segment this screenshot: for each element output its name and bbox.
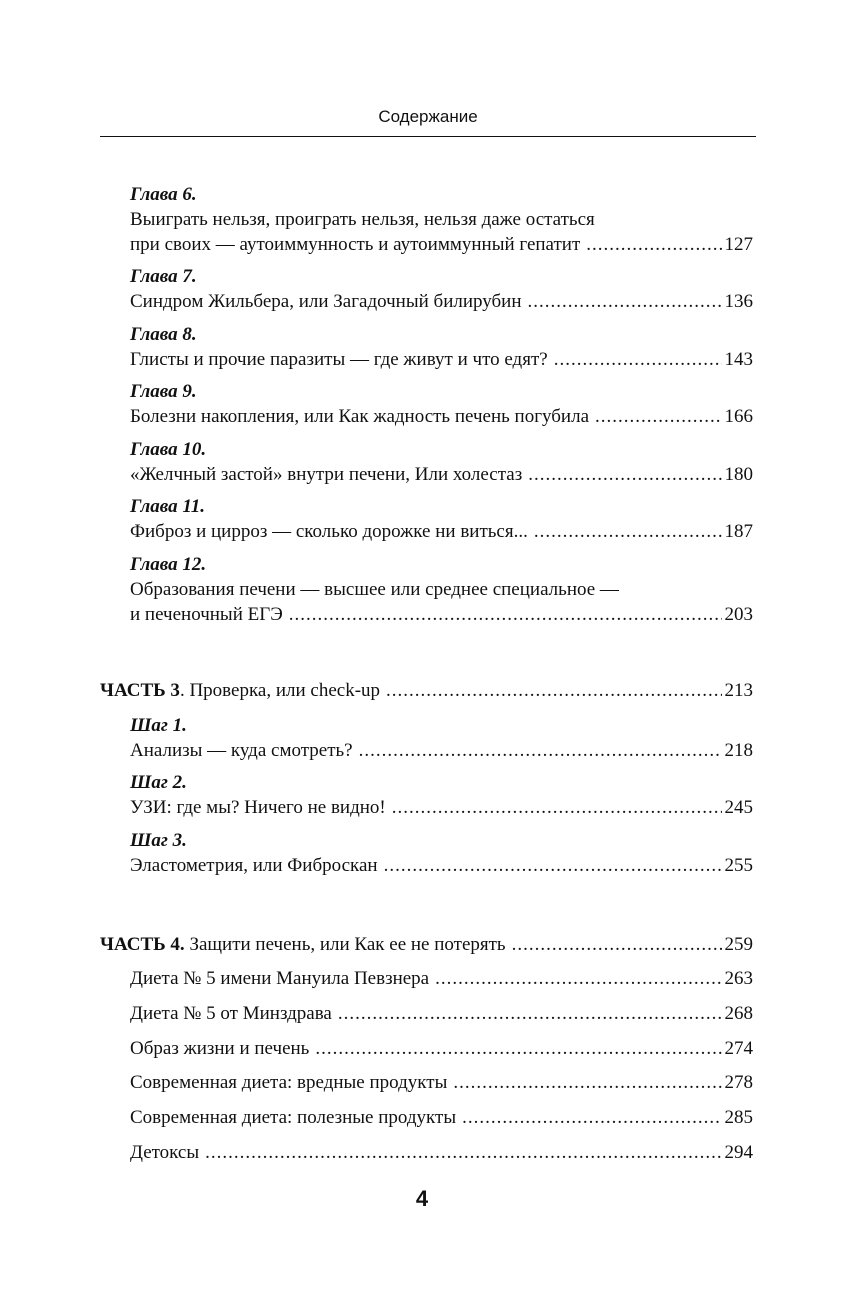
- page-ref: 180: [724, 464, 753, 485]
- page-ref: 255: [724, 855, 753, 876]
- chapter-label: Глава 12.: [130, 554, 207, 575]
- step-title: УЗИ: где мы? Ничего не видно!: [130, 797, 386, 818]
- toc-part-4[interactable]: [100, 932, 753, 957]
- page-ref: 268: [724, 1003, 753, 1024]
- chapter-title: Глисты и прочие паразиты — где живут и что едят?: [130, 349, 548, 370]
- page-ref: 213: [724, 680, 753, 701]
- toc-chapter-8[interactable]: [130, 322, 753, 372]
- dot-leader: [586, 232, 721, 257]
- dot-leader: [462, 1105, 721, 1130]
- page-ref: 166: [724, 406, 753, 427]
- chapter-title-line: при своих — аутоиммунность и аутоиммунный гепатит: [130, 234, 581, 255]
- dot-leader: [384, 853, 722, 878]
- step-label: Шаг 3.: [130, 830, 187, 851]
- dot-leader: [205, 1140, 721, 1165]
- section-title: Диета № 5 от Минздрава: [130, 1003, 332, 1024]
- toc-chapter-9[interactable]: [130, 379, 753, 429]
- chapter-title: «Желчный застой» внутри печени, Или холестаз: [130, 464, 523, 485]
- chapter-label: Глава 10.: [130, 439, 207, 460]
- chapter-title: Фиброз и цирроз — сколько дорожке ни виться...: [130, 521, 528, 542]
- chapter-label: Глава 7.: [130, 266, 197, 287]
- step-title: Эластометрия, или Фиброскан: [130, 855, 378, 876]
- page-ref: 245: [724, 797, 753, 818]
- dot-leader: [338, 1001, 722, 1026]
- page-ref: 187: [724, 521, 753, 542]
- dot-leader: [534, 519, 722, 544]
- toc-step-3[interactable]: [130, 828, 753, 878]
- page-ref: 278: [724, 1072, 753, 1093]
- part-title: . Проверка, или check-up: [179, 680, 381, 701]
- page-number: 4: [415, 1186, 429, 1211]
- toc-step-1[interactable]: [130, 713, 753, 763]
- page-ref: 127: [724, 234, 753, 255]
- page-ref: 218: [724, 740, 753, 761]
- toc-section[interactable]: [130, 1001, 753, 1026]
- page-ref: 285: [724, 1107, 753, 1128]
- page-ref: 263: [724, 968, 753, 989]
- toc-chapter-10[interactable]: [130, 437, 753, 487]
- chapter-title-line: Выиграть нельзя, проиграть нельзя, нельзя даже остаться: [130, 209, 595, 230]
- page-ref: 136: [724, 291, 753, 312]
- page-ref: 274: [724, 1038, 753, 1059]
- toc-section[interactable]: [130, 1036, 753, 1061]
- dot-leader: [359, 738, 722, 763]
- chapter-label: Глава 6.: [130, 184, 197, 205]
- toc-section[interactable]: [130, 1105, 753, 1130]
- toc-section[interactable]: [130, 966, 753, 991]
- chapter-label: Глава 9.: [130, 381, 197, 402]
- section-title: Диета № 5 имени Мануила Певзнера: [130, 968, 430, 989]
- step-label: Шаг 1.: [130, 715, 187, 736]
- page-ref: 203: [724, 604, 753, 625]
- toc-chapter-12[interactable]: [130, 552, 753, 627]
- toc-section[interactable]: [130, 1140, 753, 1165]
- section-title: Образ жизни и печень: [130, 1038, 310, 1059]
- chapter-title-line: Образования печени — высшее или среднее специальное —: [130, 579, 619, 600]
- dot-leader: [554, 347, 722, 372]
- toc-chapter-6[interactable]: [130, 182, 753, 257]
- dot-leader: [528, 289, 722, 314]
- toc-part-3[interactable]: [100, 678, 753, 703]
- dot-leader: [528, 462, 721, 487]
- running-head: [100, 100, 756, 137]
- toc-section[interactable]: [130, 1070, 753, 1095]
- running-head-title: Содержание: [378, 107, 478, 126]
- part-title: Защити печень, или Как ее не потерять: [184, 934, 506, 955]
- dot-leader: [435, 966, 721, 991]
- toc-step-2[interactable]: [130, 770, 753, 820]
- toc-chapter-11[interactable]: [130, 494, 753, 544]
- section-title: Современная диета: полезные продукты: [130, 1107, 457, 1128]
- page-ref: 143: [724, 349, 753, 370]
- dot-leader: [595, 404, 721, 429]
- dot-leader: [453, 1070, 721, 1095]
- dot-leader: [289, 602, 722, 627]
- dot-leader: [315, 1036, 721, 1061]
- step-title: Анализы — куда смотреть?: [130, 740, 353, 761]
- chapter-label: Глава 8.: [130, 324, 197, 345]
- step-label: Шаг 2.: [130, 772, 187, 793]
- dot-leader: [392, 795, 722, 820]
- section-title: Детоксы: [130, 1142, 200, 1163]
- chapter-title: Болезни накопления, или Как жадность печень погубила: [130, 406, 590, 427]
- page-ref: 259: [724, 934, 753, 955]
- part-label: ЧАСТЬ 3: [100, 680, 180, 701]
- chapter-title-line: и печеночный ЕГЭ: [130, 604, 283, 625]
- chapter-title: Синдром Жильбера, или Загадочный билирубин: [130, 291, 522, 312]
- dot-leader: [512, 932, 722, 957]
- page-ref: 294: [724, 1142, 753, 1163]
- part-label: ЧАСТЬ 4.: [100, 934, 185, 955]
- dot-leader: [386, 678, 721, 703]
- section-title: Современная диета: вредные продукты: [130, 1072, 448, 1093]
- chapter-label: Глава 11.: [130, 496, 206, 517]
- toc-chapter-7[interactable]: [130, 264, 753, 314]
